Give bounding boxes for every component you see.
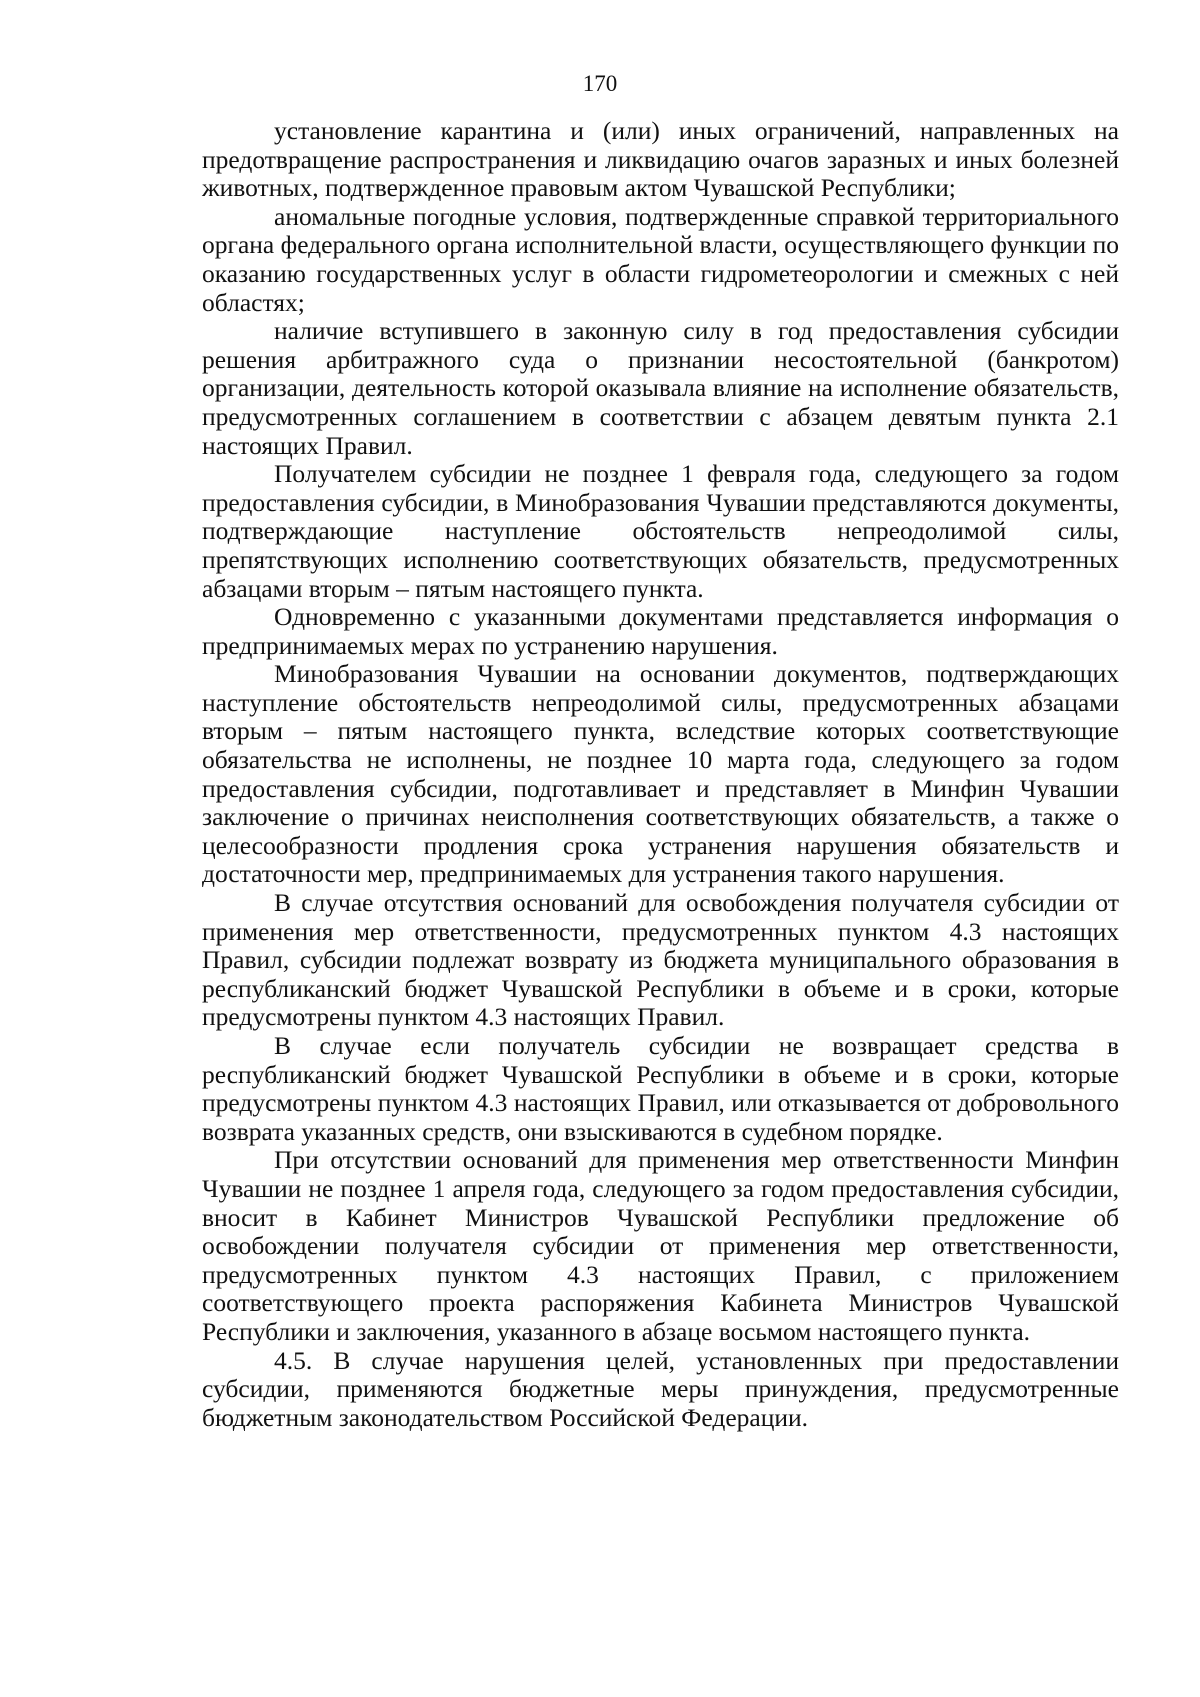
paragraph-quarantine: установление карантина и (или) иных ограничений, направленных на предотвращение распространения и ликвидацию очагов заразных и иных болезней животных, подтвержденное правовым актом Чувашской Республики; [202,116,1119,203]
paragraph-subsidy-return: В случае отсутствия оснований для освобождения получателя субсидии от применения мер ответственности, предусмотренных пунктом 4.3 настоящих Правил, субсидии подлежат возврату из бюджета муниципального образования в республиканский бюджет Чувашской Республики в объеме и в сроки, которые предусмотрены пунктом 4.3 настоящих Правил. [202,888,1119,1032]
paragraph-measures-info: Одновременно с указанными документами представляется информация о предпринимаемых мерах по устранению нарушения. [202,602,1119,660]
paragraph-bankruptcy: наличие вступившего в законную силу в год предоставления субсидии решения арбитражного суда о признании несостоятельной (банкротом) организации, деятельность которой оказывала влияние на исполнение обязательств, предусмотренных соглашением в соответствии с абзацем девятым пункта 2.1 настоящих Правил. [202,316,1119,460]
document-body [202,117,1119,1432]
paragraph-court-recovery: В случае если получатель субсидии не возвращает средства в республиканский бюджет Чувашской Республики в объеме и в сроки, которые предусмотрены пунктом 4.3 настоящих Правил, или отказывается от добровольного возврата указанных средств, они взыскиваются в судебном порядке. [202,1031,1119,1146]
paragraph-ministry-conclusion: Минобразования Чувашии на основании документов, подтверждающих наступление обстоятельств непреодолимой силы, предусмотренных абзацами вторым – пятым настоящего пункта, вследствие которых соответствующие обязательства не исполнены, не позднее 10 марта года, следующего за годом предоставления субсидии, подготавливает и представляет в Минфин Чувашии заключение о причинах неисполнения соответствующих обязательств, а также о целесообразности продления срока устранения нарушения обязательств и достаточности мер, предпринимаемых для устранения такого нарушения. [202,659,1119,889]
paragraph-weather: аномальные погодные условия, подтвержденные справкой территориального органа федерального органа исполнительной власти, осуществляющего функции по оказанию государственных услуг в области гидрометеорологии и смежных с ней областях; [202,201,1119,317]
page-number: 170 [582,71,618,96]
paragraph-documents-deadline: Получателем субсидии не позднее 1 февраля года, следующего за годом предоставления субсидии, в Минобразования Чувашии представляются документы, подтверждающие наступление обстоятельств непреодолимой силы, препятствующих исполнению соответствующих обязательств, предусмотренных абзацами вторым – пятым настоящего пункта. [202,459,1119,603]
paragraph-exemption-proposal: При отсутствии оснований для применения мер ответственности Минфин Чувашии не позднее 1 апреля года, следующего за годом предоставления субсидии, вносит в Кабинет Министров Чувашской Республики предложение об освобождении получателя субсидии от применения мер ответственности, предусмотренных пунктом 4.3 настоящих Правил, с приложением соответствующего проекта распоряжения Кабинета Министров Чувашской Республики и заключения, указанного в абзаце восьмом настоящего пункта. [202,1145,1119,1346]
paragraph-section-4-5: 4.5. В случае нарушения целей, установленных при предоставлении субсидии, применяются бюджетные меры принуждения, предусмотренные бюджетным законодательством Российской Федерации. [202,1345,1119,1432]
